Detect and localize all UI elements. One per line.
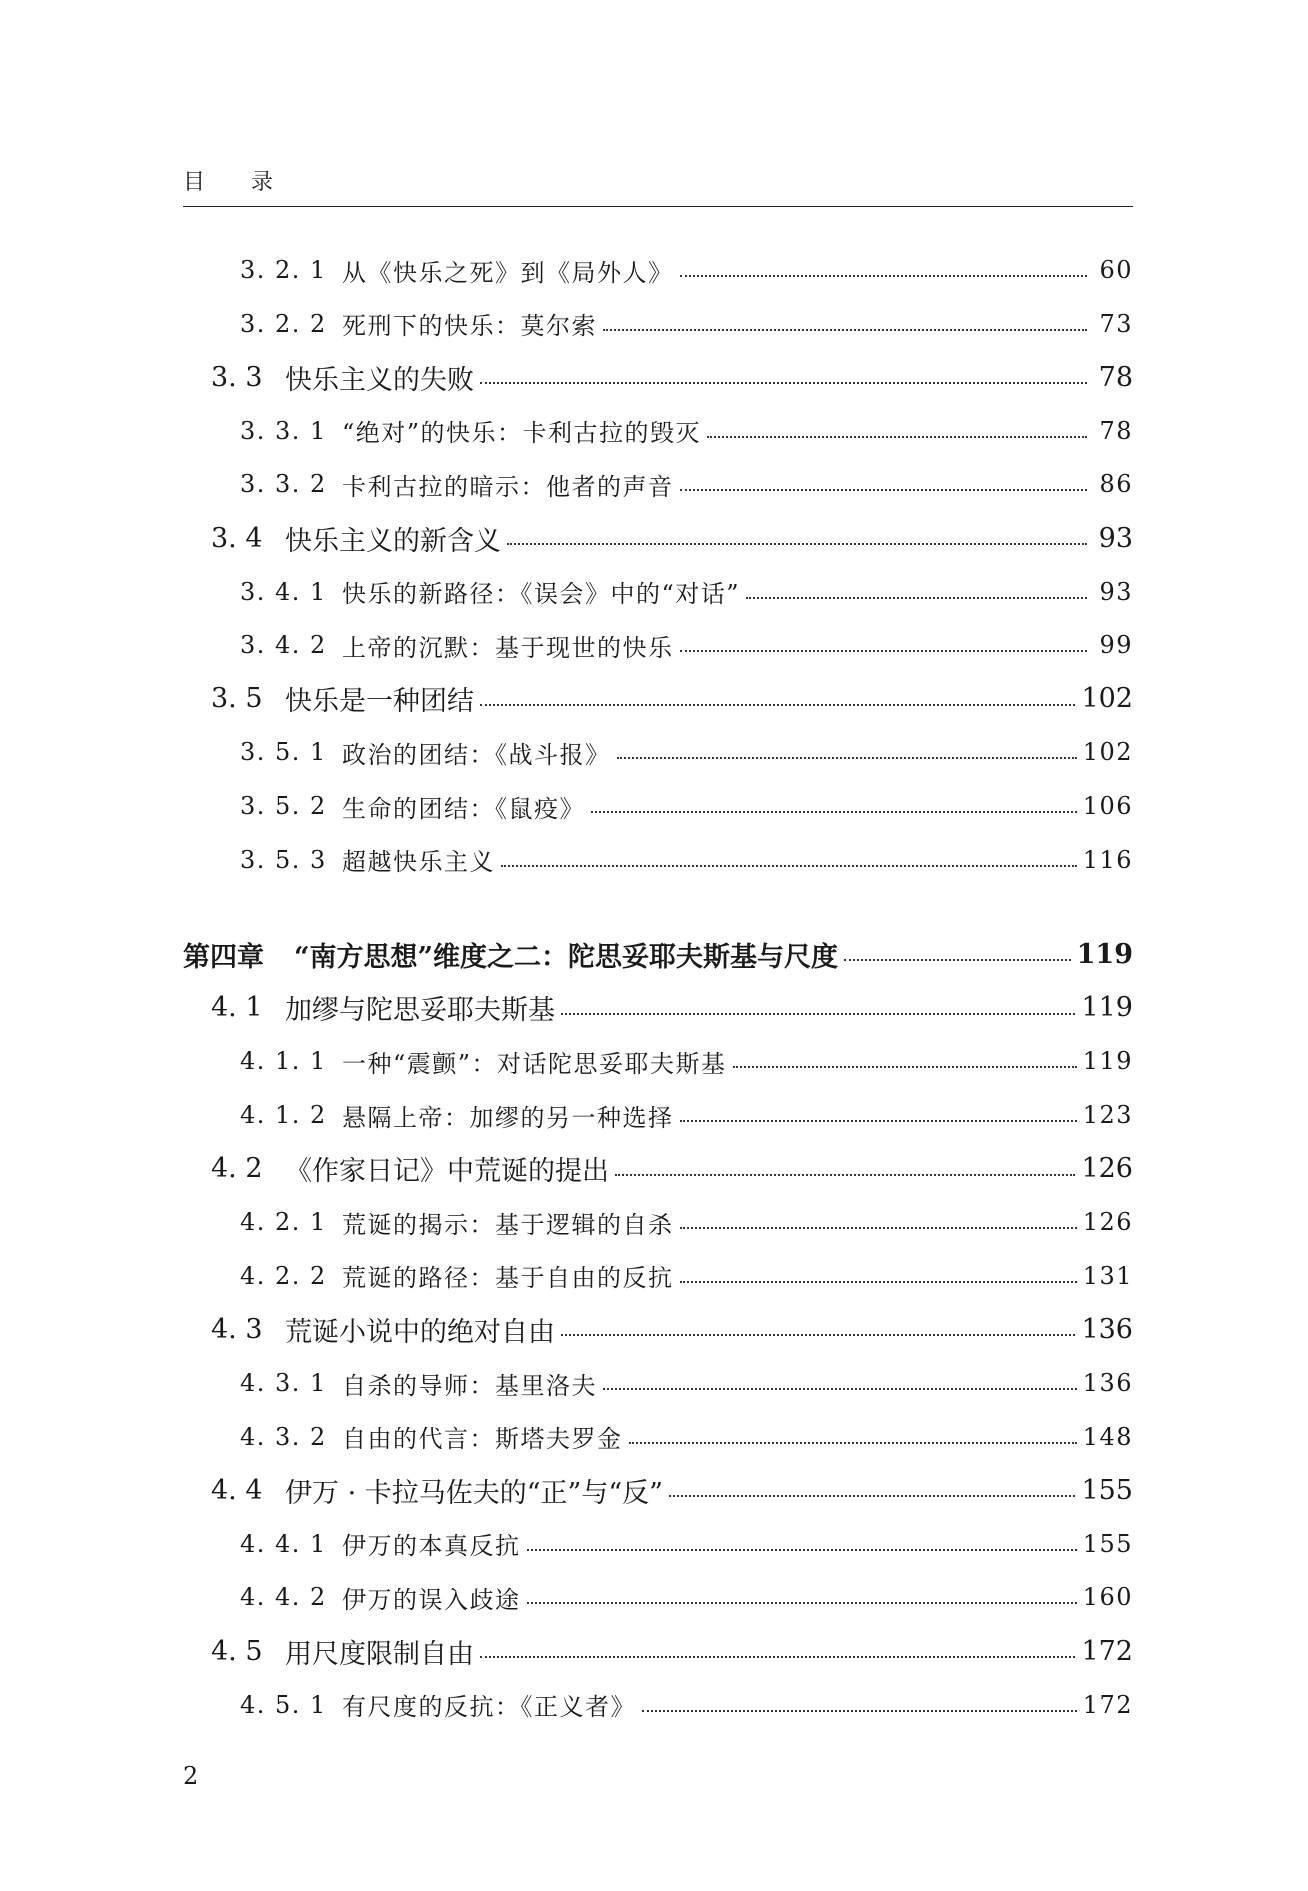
- toc-entry-page: 119: [1082, 1047, 1133, 1076]
- toc-entry: [0, 625, 1308, 665]
- toc-entry: [0, 1363, 1308, 1403]
- toc-entry: [0, 1685, 1308, 1725]
- toc-entry-title: 快乐主义的新含义: [285, 525, 501, 557]
- dot-leader: [561, 1013, 1075, 1015]
- toc-entry-number: 4. 2. 1: [240, 1208, 327, 1237]
- toc-entry-page: 116: [1082, 845, 1133, 874]
- dot-leader: [527, 1602, 1077, 1604]
- toc-entry-title: 伊万的本真反抗: [342, 1532, 521, 1561]
- dot-leader: [561, 1334, 1075, 1336]
- toc-entry-page: 60: [1099, 256, 1133, 284]
- toc-entry: [0, 679, 1308, 719]
- dot-leader: [642, 1710, 1077, 1712]
- toc-entry-number: 3. 4. 2: [240, 631, 327, 660]
- toc-entry-title: 一种“震颤”：对话陀思妥耶夫斯基: [342, 1049, 727, 1078]
- toc-entry-title: 超越快乐主义: [342, 848, 495, 877]
- dot-leader: [527, 1549, 1077, 1551]
- toc-entry-page: 172: [1082, 1690, 1133, 1719]
- toc-entry-number: 4. 4: [211, 1474, 263, 1506]
- toc-entry-page: 119: [1081, 992, 1133, 1024]
- toc-entry-title: 卡利古拉的暗示：他者的声音: [342, 472, 674, 501]
- toc-entry-title: 《作家日记》中荒诞的提出: [285, 1156, 609, 1188]
- toc-entry-number: 第四章: [183, 941, 264, 973]
- toc-entry-number: 4. 4. 1: [240, 1529, 327, 1558]
- dot-leader: [591, 811, 1077, 813]
- dot-leader: [733, 1066, 1077, 1068]
- toc-entry-page: 119: [1076, 938, 1133, 970]
- toc-entry-page: 131: [1082, 1261, 1133, 1290]
- toc-entry-title: 伊万的误入歧途: [342, 1585, 521, 1614]
- toc-entry-title: 荒诞小说中的绝对自由: [285, 1316, 555, 1348]
- dot-leader: [603, 1388, 1077, 1390]
- dot-leader: [617, 757, 1077, 759]
- toc-entry-number: 3. 5. 1: [240, 738, 327, 767]
- running-head-right: 录: [251, 170, 276, 195]
- toc-entry-title: 荒诞的揭示：基于逻辑的自杀: [342, 1210, 674, 1239]
- toc-entry-number: 4. 3. 2: [240, 1422, 327, 1451]
- toc-entry: [0, 411, 1308, 451]
- toc-entry-title: 生命的团结：《鼠疫》: [342, 794, 585, 823]
- toc-entry-title: 自杀的导师：基里洛夫: [342, 1371, 597, 1400]
- header-rule: [183, 206, 1133, 207]
- page-number: 2: [183, 1762, 199, 1790]
- toc-entry-page: 73: [1099, 309, 1133, 338]
- toc-entry-number: 4. 2. 2: [240, 1261, 327, 1290]
- toc-entry-title: 从《快乐之死》到《局外人》: [342, 258, 674, 287]
- dot-leader: [680, 1120, 1077, 1122]
- dot-leader: [615, 1174, 1075, 1176]
- toc-entry-page: 78: [1098, 361, 1133, 393]
- toc-entry-page: 136: [1082, 1369, 1133, 1397]
- dot-leader: [480, 382, 1087, 384]
- toc-entry-title: “南方思想”维度之二：陀思妥耶夫斯基与尺度: [294, 941, 839, 973]
- toc-entry: [0, 304, 1308, 344]
- toc-entry-title: 死刑下的快乐：莫尔索: [342, 312, 597, 341]
- toc-entry-number: 3. 4: [211, 522, 263, 554]
- toc-chapter-entry: [0, 934, 1308, 974]
- toc-entry: [0, 1149, 1308, 1189]
- toc-entry-number: 3. 5. 3: [240, 845, 327, 874]
- dot-leader: [629, 1442, 1077, 1444]
- toc-entry: [0, 1524, 1308, 1564]
- dot-leader: [680, 1281, 1077, 1283]
- toc-entry: [0, 1631, 1308, 1671]
- toc-entry: [0, 1309, 1308, 1349]
- toc-entry-page: 155: [1082, 1529, 1133, 1558]
- toc-entry-page: 102: [1082, 738, 1133, 767]
- dot-leader: [501, 865, 1077, 867]
- toc-entry-page: 93: [1098, 522, 1133, 554]
- toc-entry-title: 有尺度的反抗：《正义者》: [342, 1693, 636, 1722]
- toc-entry-title: 上帝的沉默：基于现世的快乐: [342, 633, 674, 662]
- toc-entry-number: 3. 5. 2: [240, 792, 327, 820]
- dot-leader: [680, 489, 1088, 491]
- dot-leader: [603, 329, 1087, 331]
- toc-entry-number: 4. 5: [211, 1635, 263, 1667]
- toc-entry-title: 悬隔上帝：加缪的另一种选择: [342, 1103, 674, 1132]
- toc-entry-title: 伊万 · 卡拉马佐夫的“正”与“反”: [285, 1477, 663, 1509]
- toc-entry-page: 123: [1082, 1101, 1133, 1129]
- toc-entry-page: 78: [1099, 416, 1133, 445]
- toc-entry-page: 126: [1082, 1208, 1133, 1237]
- toc-entry-number: 4. 3. 1: [240, 1369, 327, 1397]
- toc-entry-number: 4. 1. 2: [240, 1101, 327, 1129]
- toc-entry-title: 加缪与陀思妥耶夫斯基: [285, 995, 555, 1027]
- toc-entry-page: 155: [1081, 1474, 1133, 1506]
- toc-entry-page: 102: [1081, 683, 1133, 715]
- toc-entry-page: 136: [1081, 1313, 1133, 1345]
- dot-leader: [680, 275, 1088, 277]
- dot-leader: [680, 650, 1088, 652]
- toc-entry-number: 3. 5: [211, 683, 263, 715]
- toc-entry-title: 快乐主义的失败: [285, 364, 474, 396]
- toc-entry: [0, 250, 1308, 290]
- toc-entry-number: 4. 4. 2: [240, 1583, 327, 1612]
- toc-entry: [0, 1095, 1308, 1135]
- toc-entry: [0, 840, 1308, 880]
- toc-entry-page: 160: [1082, 1583, 1133, 1612]
- dot-leader: [480, 704, 1075, 706]
- toc-entry-page: 99: [1099, 631, 1133, 660]
- toc-entry-number: 4. 3: [211, 1313, 263, 1345]
- dot-leader: [746, 597, 1087, 599]
- toc-entry-title: “绝对”的快乐：卡利古拉的毁灭: [342, 419, 702, 448]
- toc-entry-number: 3. 2. 2: [240, 309, 327, 338]
- toc-entry-page: 86: [1099, 470, 1133, 499]
- running-head: [183, 165, 275, 196]
- toc-entry-title: 快乐是一种团结: [285, 686, 474, 718]
- toc-entry: [0, 988, 1308, 1028]
- toc-entry-number: 3. 3. 2: [240, 470, 327, 499]
- toc-entry-page: 148: [1082, 1422, 1133, 1451]
- toc-entry-page: 126: [1081, 1153, 1133, 1185]
- toc-entry: [0, 786, 1308, 826]
- toc-entry: [0, 1041, 1308, 1081]
- toc-entry-page: 106: [1082, 792, 1133, 820]
- toc-entry: [0, 464, 1308, 504]
- running-head-left: 目: [183, 170, 208, 195]
- toc-entry-number: 4. 1: [211, 992, 263, 1024]
- dot-leader: [480, 1656, 1075, 1658]
- toc-entry-title: 快乐的新路径：《误会》中的“对话”: [342, 580, 741, 609]
- toc-entry: [0, 518, 1308, 558]
- toc-entry: [0, 1470, 1308, 1510]
- toc-entry-page: 172: [1081, 1635, 1133, 1667]
- toc-entry-number: 4. 2: [211, 1153, 263, 1185]
- dot-leader: [707, 436, 1087, 438]
- toc-entry-number: 3. 3. 1: [240, 416, 327, 445]
- toc-entry-page: 93: [1099, 577, 1133, 606]
- toc-entry-title: 用尺度限制自由: [285, 1638, 474, 1670]
- toc-entry-number: 4. 5. 1: [240, 1690, 327, 1719]
- toc-entry-title: 政治的团结：《战斗报》: [342, 740, 611, 769]
- toc-entry-number: 3. 3: [211, 361, 263, 393]
- toc-entry: [0, 1256, 1308, 1296]
- toc-entry: [0, 732, 1308, 772]
- dot-leader: [844, 959, 1071, 961]
- dot-leader: [669, 1495, 1075, 1497]
- toc-entry: [0, 572, 1308, 612]
- toc-entry: [0, 1202, 1308, 1242]
- toc-entry-title: 荒诞的路径：基于自由的反抗: [342, 1264, 674, 1293]
- toc-entry: [0, 357, 1308, 397]
- toc-entry-number: 4. 1. 1: [240, 1047, 327, 1076]
- dot-leader: [680, 1227, 1077, 1229]
- toc-entry: [0, 1577, 1308, 1617]
- dot-leader: [507, 543, 1087, 545]
- toc-entry-number: 3. 4. 1: [240, 577, 327, 606]
- toc-entry: [0, 1417, 1308, 1457]
- toc-entry-number: 3. 2. 1: [240, 256, 327, 284]
- toc-entry-title: 自由的代言：斯塔夫罗金: [342, 1425, 623, 1454]
